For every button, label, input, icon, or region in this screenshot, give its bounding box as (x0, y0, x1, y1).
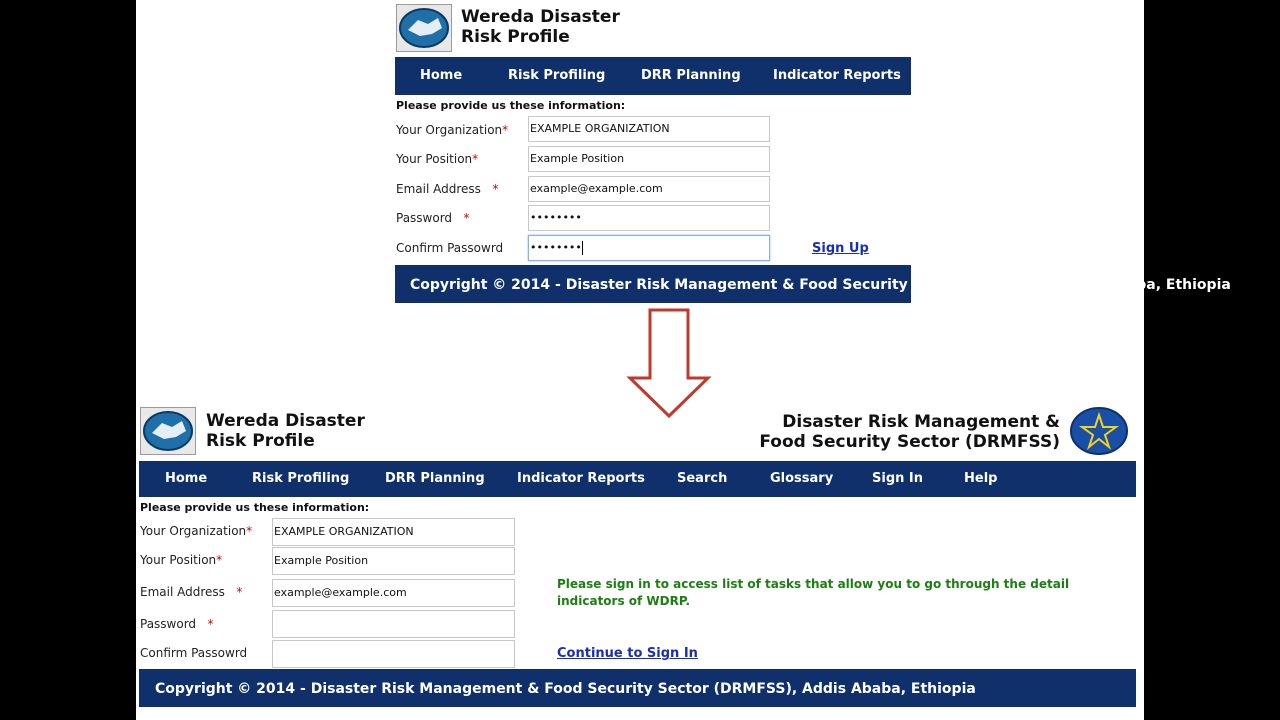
label-password: Password * (396, 211, 470, 225)
top-footer (395, 265, 1231, 303)
label-confirm-password: Confirm Passowrd (396, 241, 504, 255)
label-email: Email Address * (396, 182, 499, 196)
label-position: Your Position* (396, 152, 479, 166)
nav-home[interactable]: Home (420, 68, 463, 83)
position-input[interactable]: Example Position (528, 146, 770, 172)
password-input[interactable] (272, 610, 515, 638)
nav-drr-planning[interactable]: DRR Planning (641, 68, 741, 83)
label-organization: Your Organization* (140, 524, 253, 538)
top-nav-bar (395, 57, 911, 95)
site-logo-icon (396, 4, 452, 52)
label-confirm-password: Confirm Passowrd (140, 646, 248, 660)
down-arrow-icon (628, 308, 712, 420)
footer-copyright: Copyright © 2014 - Disaster Risk Management & Food Security Sector (DRMFSS), Addis Ababa, Ethiopia (155, 681, 976, 697)
nav-indicator-reports[interactable]: Indicator Reports (517, 471, 645, 486)
organization-input[interactable]: EXAMPLE ORGANIZATION (528, 116, 770, 142)
nav-home[interactable]: Home (165, 471, 208, 486)
label-email: Email Address * (140, 585, 243, 599)
label-position: Your Position* (140, 553, 223, 567)
signin-message: Please sign in to access list of tasks that allow you to go through the detail indicators of WDRP. (557, 577, 1070, 608)
email-input[interactable]: example@example.com (272, 579, 515, 607)
site-logo-icon (140, 407, 196, 455)
signup-link[interactable]: Sign Up (812, 241, 869, 256)
form-prompt: Please provide us these information: (396, 99, 626, 112)
site-title: Wereda Disaster Risk Profile (206, 411, 365, 451)
email-input[interactable]: example@example.com (528, 176, 770, 202)
nav-indicator-reports[interactable]: Indicator Reports (773, 68, 901, 83)
nav-risk-profiling[interactable]: Risk Profiling (508, 68, 606, 83)
confirm-password-input[interactable]: •••••••• (528, 235, 770, 261)
screenshot-frame (136, 0, 1231, 720)
organization-input[interactable]: EXAMPLE ORGANIZATION (272, 518, 515, 546)
position-input[interactable]: Example Position (272, 547, 515, 575)
nav-glossary[interactable]: Glossary (770, 471, 834, 486)
confirm-password-input[interactable] (272, 640, 515, 668)
label-organization: Your Organization* (396, 123, 509, 137)
password-input[interactable]: •••••••• (528, 205, 770, 231)
label-password: Password * (140, 617, 214, 631)
nav-drr-planning[interactable]: DRR Planning (385, 471, 485, 486)
nav-help[interactable]: Help (964, 471, 998, 486)
nav-search[interactable]: Search (677, 471, 728, 486)
organization-name: Disaster Risk Management & Food Security Sector (DRMFSS) (759, 412, 1060, 452)
text-caret (582, 241, 583, 255)
site-title: Wereda Disaster Risk Profile (461, 7, 620, 47)
ethiopia-emblem-icon (1069, 406, 1129, 456)
nav-risk-profiling[interactable]: Risk Profiling (252, 471, 350, 486)
bottom-nav-bar (139, 461, 1136, 497)
continue-signin-link[interactable]: Continue to Sign In (557, 646, 698, 661)
footer-copyright: Copyright © 2014 - Disaster Risk Management & Food Security Sector (DRMFSS), Addis Ababa, Ethiopia (410, 277, 1231, 293)
nav-sign-in[interactable]: Sign In (872, 471, 923, 486)
bottom-footer (139, 669, 1136, 707)
form-prompt: Please provide us these information: (140, 501, 370, 514)
